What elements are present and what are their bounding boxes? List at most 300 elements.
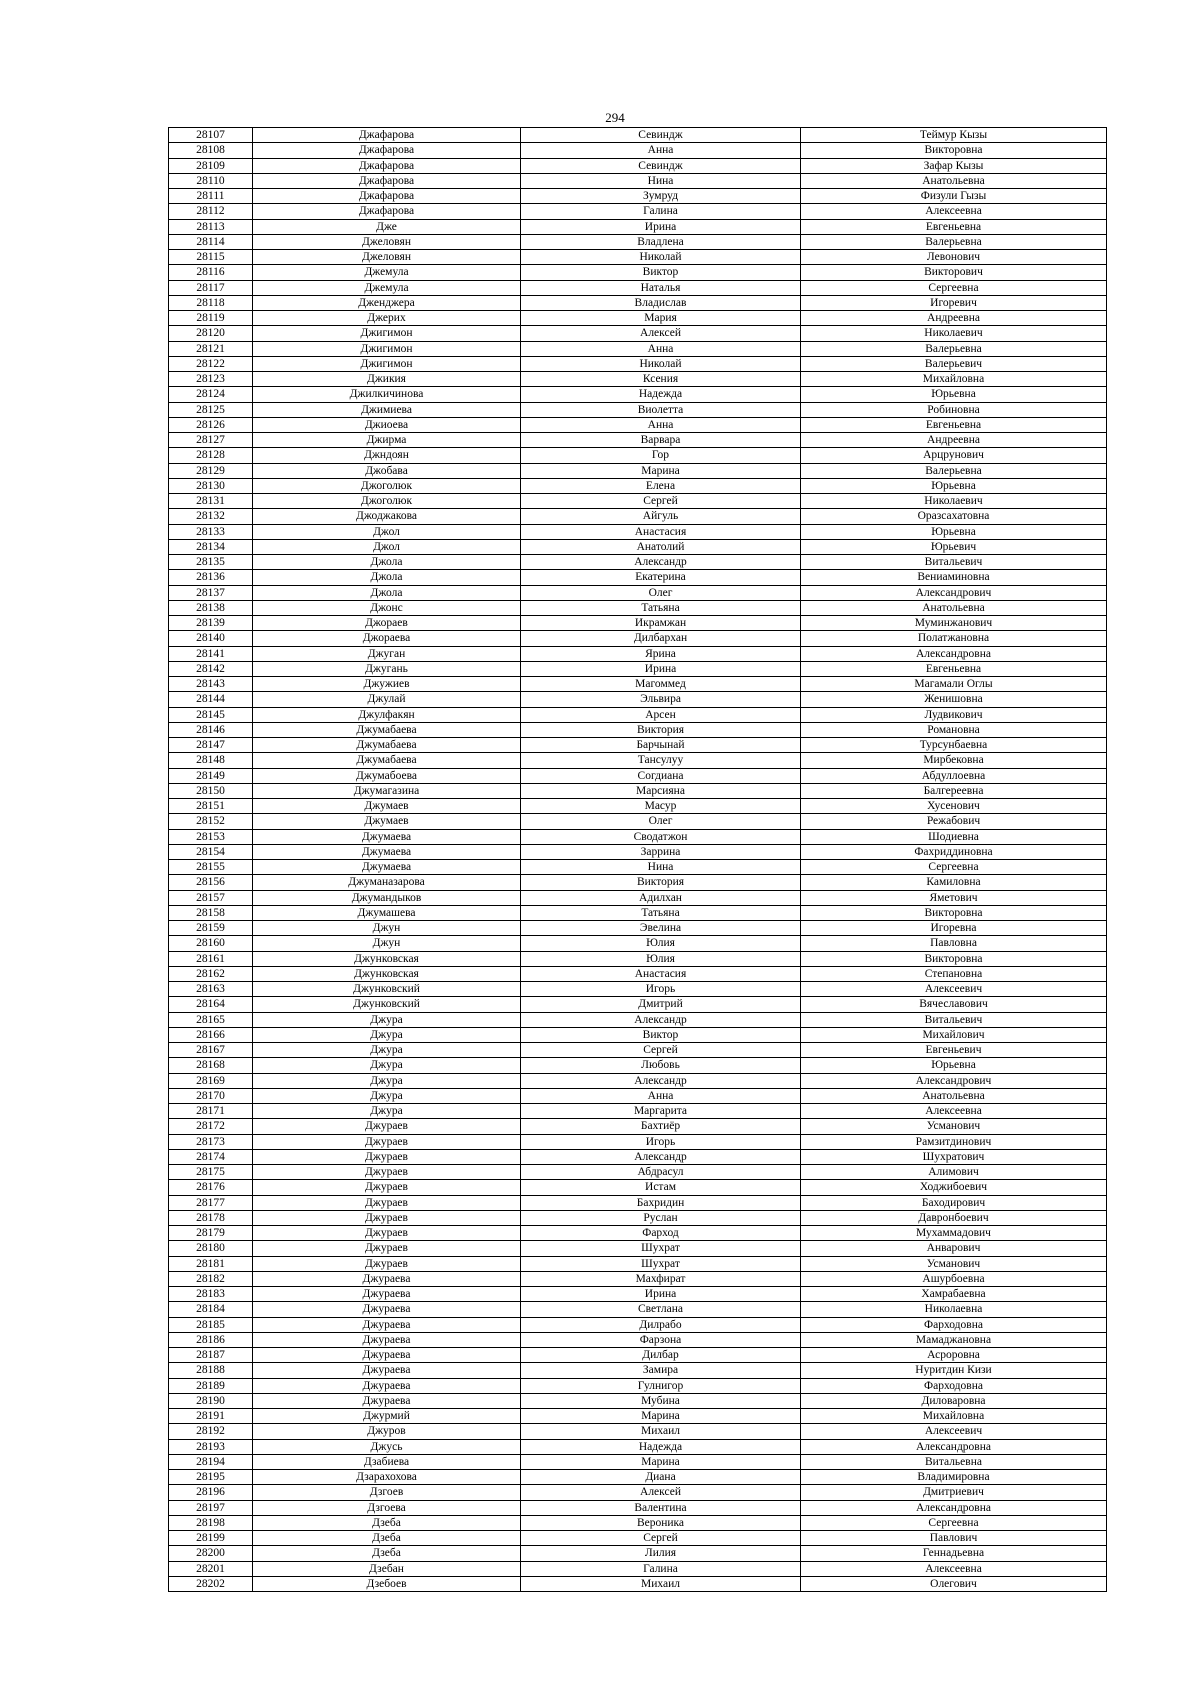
last-name-cell: Джафарова <box>253 189 521 204</box>
last-name-cell: Дже <box>253 219 521 234</box>
table-row <box>169 692 1107 707</box>
table-row <box>169 936 1107 951</box>
patronymic-cell: Витальевна <box>801 1454 1107 1469</box>
record-number-cell: 28124 <box>169 387 253 402</box>
table-row <box>169 311 1107 326</box>
patronymic-cell: Михайлович <box>801 1027 1107 1042</box>
first-name-cell: Айгуль <box>521 509 801 524</box>
first-name-cell: Ирина <box>521 219 801 234</box>
table-row <box>169 295 1107 310</box>
patronymic-cell: Хамрабаевна <box>801 1287 1107 1302</box>
patronymic-cell: Игоревич <box>801 295 1107 310</box>
first-name-cell: Любовь <box>521 1058 801 1073</box>
first-name-cell: Тансулуу <box>521 753 801 768</box>
table-row <box>169 783 1107 798</box>
record-number-cell: 28187 <box>169 1348 253 1363</box>
record-number-cell: 28200 <box>169 1546 253 1561</box>
last-name-cell: Джураев <box>253 1180 521 1195</box>
first-name-cell: Шухрат <box>521 1241 801 1256</box>
first-name-cell: Ярина <box>521 646 801 661</box>
last-name-cell: Джумандыков <box>253 890 521 905</box>
last-name-cell: Джемула <box>253 265 521 280</box>
patronymic-cell: Алексеевич <box>801 982 1107 997</box>
registry-rows <box>169 128 1107 1592</box>
first-name-cell: Валентина <box>521 1500 801 1515</box>
first-name-cell: Николай <box>521 250 801 265</box>
first-name-cell: Анна <box>521 417 801 432</box>
record-number-cell: 28188 <box>169 1363 253 1378</box>
record-number-cell: 28130 <box>169 478 253 493</box>
patronymic-cell: Евгеньевна <box>801 219 1107 234</box>
first-name-cell: Шухрат <box>521 1256 801 1271</box>
first-name-cell: Сводатжон <box>521 829 801 844</box>
first-name-cell: Эльвира <box>521 692 801 707</box>
first-name-cell: Игорь <box>521 982 801 997</box>
first-name-cell: Александр <box>521 1073 801 1088</box>
table-row <box>169 631 1107 646</box>
table-row <box>169 234 1107 249</box>
record-number-cell: 28140 <box>169 631 253 646</box>
patronymic-cell: Юрьевна <box>801 1058 1107 1073</box>
table-row <box>169 829 1107 844</box>
table-row <box>169 326 1107 341</box>
patronymic-cell: Усманович <box>801 1119 1107 1134</box>
table-row <box>169 814 1107 829</box>
record-number-cell: 28139 <box>169 616 253 631</box>
record-number-cell: 28191 <box>169 1409 253 1424</box>
table-row <box>169 616 1107 631</box>
record-number-cell: 28158 <box>169 905 253 920</box>
first-name-cell: Нина <box>521 173 801 188</box>
table-row <box>169 219 1107 234</box>
last-name-cell: Джуманазарова <box>253 875 521 890</box>
last-name-cell: Джораева <box>253 631 521 646</box>
record-number-cell: 28162 <box>169 966 253 981</box>
table-row <box>169 524 1107 539</box>
last-name-cell: Джикия <box>253 372 521 387</box>
last-name-cell: Джумаев <box>253 799 521 814</box>
last-name-cell: Джураева <box>253 1378 521 1393</box>
first-name-cell: Анатолий <box>521 539 801 554</box>
patronymic-cell: Геннадьевна <box>801 1546 1107 1561</box>
patronymic-cell: Андреевна <box>801 311 1107 326</box>
patronymic-cell: Александрович <box>801 1073 1107 1088</box>
patronymic-cell: Женишовна <box>801 692 1107 707</box>
first-name-cell: Александр <box>521 555 801 570</box>
record-number-cell: 28170 <box>169 1088 253 1103</box>
record-number-cell: 28169 <box>169 1073 253 1088</box>
first-name-cell: Ирина <box>521 1287 801 1302</box>
table-row <box>169 1378 1107 1393</box>
last-name-cell: Джураев <box>253 1165 521 1180</box>
patronymic-cell: Витальевич <box>801 1012 1107 1027</box>
patronymic-cell: Абдуллоевна <box>801 768 1107 783</box>
last-name-cell: Джола <box>253 585 521 600</box>
last-name-cell: Джура <box>253 1027 521 1042</box>
last-name-cell: Джоголюк <box>253 478 521 493</box>
last-name-cell: Джугань <box>253 661 521 676</box>
patronymic-cell: Анатольевна <box>801 1088 1107 1103</box>
patronymic-cell: Николаевич <box>801 326 1107 341</box>
first-name-cell: Севиндж <box>521 128 801 143</box>
patronymic-cell: Фарходовна <box>801 1378 1107 1393</box>
first-name-cell: Ксения <box>521 372 801 387</box>
patronymic-cell: Евгеньевна <box>801 417 1107 432</box>
record-number-cell: 28110 <box>169 173 253 188</box>
record-number-cell: 28145 <box>169 707 253 722</box>
last-name-cell: Джол <box>253 524 521 539</box>
record-number-cell: 28183 <box>169 1287 253 1302</box>
record-number-cell: 28160 <box>169 936 253 951</box>
table-row <box>169 387 1107 402</box>
record-number-cell: 28119 <box>169 311 253 326</box>
table-row <box>169 1119 1107 1134</box>
record-number-cell: 28151 <box>169 799 253 814</box>
table-row <box>169 1470 1107 1485</box>
patronymic-cell: Николаевна <box>801 1302 1107 1317</box>
patronymic-cell: Оразсахатовна <box>801 509 1107 524</box>
table-row <box>169 1195 1107 1210</box>
last-name-cell: Джигимон <box>253 326 521 341</box>
first-name-cell: Заррина <box>521 844 801 859</box>
record-number-cell: 28164 <box>169 997 253 1012</box>
patronymic-cell: Евгеньевна <box>801 661 1107 676</box>
first-name-cell: Анна <box>521 341 801 356</box>
table-row <box>169 539 1107 554</box>
table-row <box>169 1271 1107 1286</box>
record-number-cell: 28184 <box>169 1302 253 1317</box>
patronymic-cell: Яметович <box>801 890 1107 905</box>
record-number-cell: 28138 <box>169 600 253 615</box>
table-row <box>169 265 1107 280</box>
record-number-cell: 28135 <box>169 555 253 570</box>
first-name-cell: Вероника <box>521 1515 801 1530</box>
table-row <box>169 1546 1107 1561</box>
table-row <box>169 1073 1107 1088</box>
first-name-cell: Александр <box>521 1149 801 1164</box>
last-name-cell: Джумаева <box>253 844 521 859</box>
last-name-cell: Джурмий <box>253 1409 521 1424</box>
record-number-cell: 28154 <box>169 844 253 859</box>
last-name-cell: Джуган <box>253 646 521 661</box>
last-name-cell: Джусь <box>253 1439 521 1454</box>
table-row <box>169 1531 1107 1546</box>
first-name-cell: Виктория <box>521 722 801 737</box>
last-name-cell: Дзабиева <box>253 1454 521 1469</box>
patronymic-cell: Алимович <box>801 1165 1107 1180</box>
patronymic-cell: Романовна <box>801 722 1107 737</box>
patronymic-cell: Лудвикович <box>801 707 1107 722</box>
patronymic-cell: Алексеевна <box>801 1561 1107 1576</box>
patronymic-cell: Анатольевна <box>801 173 1107 188</box>
record-number-cell: 28186 <box>169 1332 253 1347</box>
last-name-cell: Джураева <box>253 1317 521 1332</box>
patronymic-cell: Шухратович <box>801 1149 1107 1164</box>
page-number: 294 <box>605 110 625 125</box>
table-row <box>169 1165 1107 1180</box>
first-name-cell: Истам <box>521 1180 801 1195</box>
last-name-cell: Джумабаева <box>253 738 521 753</box>
last-name-cell: Джимиева <box>253 402 521 417</box>
last-name-cell: Дзгоева <box>253 1500 521 1515</box>
first-name-cell: Алексей <box>521 1485 801 1500</box>
last-name-cell: Дзгоев <box>253 1485 521 1500</box>
first-name-cell: Икрамжан <box>521 616 801 631</box>
last-name-cell: Джафарова <box>253 158 521 173</box>
last-name-cell: Джумаев <box>253 814 521 829</box>
table-row <box>169 661 1107 676</box>
first-name-cell: Дилбархан <box>521 631 801 646</box>
record-number-cell: 28143 <box>169 677 253 692</box>
last-name-cell: Джураев <box>253 1210 521 1225</box>
first-name-cell: Владлена <box>521 234 801 249</box>
last-name-cell: Джулфакян <box>253 707 521 722</box>
record-number-cell: 28126 <box>169 417 253 432</box>
patronymic-cell: Камиловна <box>801 875 1107 890</box>
record-number-cell: 28173 <box>169 1134 253 1149</box>
patronymic-cell: Мирбековна <box>801 753 1107 768</box>
table-row <box>169 280 1107 295</box>
patronymic-cell: Теймур Кызы <box>801 128 1107 143</box>
first-name-cell: Юлия <box>521 936 801 951</box>
patronymic-cell: Физули Гызы <box>801 189 1107 204</box>
first-name-cell: Олег <box>521 814 801 829</box>
record-number-cell: 28152 <box>169 814 253 829</box>
record-number-cell: 28118 <box>169 295 253 310</box>
last-name-cell: Джафарова <box>253 143 521 158</box>
last-name-cell: Джумаева <box>253 829 521 844</box>
table-row <box>169 478 1107 493</box>
record-number-cell: 28176 <box>169 1180 253 1195</box>
last-name-cell: Джигимон <box>253 341 521 356</box>
first-name-cell: Галина <box>521 1561 801 1576</box>
last-name-cell: Джураев <box>253 1256 521 1271</box>
first-name-cell: Маргарита <box>521 1104 801 1119</box>
record-number-cell: 28196 <box>169 1485 253 1500</box>
last-name-cell: Джураева <box>253 1363 521 1378</box>
first-name-cell: Светлана <box>521 1302 801 1317</box>
first-name-cell: Виктор <box>521 265 801 280</box>
last-name-cell: Дзебан <box>253 1561 521 1576</box>
table-row <box>169 402 1107 417</box>
last-name-cell: Джерих <box>253 311 521 326</box>
record-number-cell: 28133 <box>169 524 253 539</box>
table-row <box>169 1287 1107 1302</box>
patronymic-cell: Турсунбаевна <box>801 738 1107 753</box>
last-name-cell: Джураева <box>253 1393 521 1408</box>
first-name-cell: Юлия <box>521 951 801 966</box>
table-row <box>169 890 1107 905</box>
patronymic-cell: Валерьевна <box>801 463 1107 478</box>
record-number-cell: 28148 <box>169 753 253 768</box>
patronymic-cell: Евгеньевич <box>801 1043 1107 1058</box>
first-name-cell: Магоммед <box>521 677 801 692</box>
last-name-cell: Джураева <box>253 1271 521 1286</box>
first-name-cell: Сергей <box>521 1531 801 1546</box>
first-name-cell: Варвара <box>521 433 801 448</box>
record-number-cell: 28168 <box>169 1058 253 1073</box>
table-row <box>169 1332 1107 1347</box>
record-number-cell: 28150 <box>169 783 253 798</box>
record-number-cell: 28112 <box>169 204 253 219</box>
record-number-cell: 28149 <box>169 768 253 783</box>
record-number-cell: 28198 <box>169 1515 253 1530</box>
first-name-cell: Анна <box>521 143 801 158</box>
last-name-cell: Джораев <box>253 616 521 631</box>
table-row <box>169 448 1107 463</box>
record-number-cell: 28175 <box>169 1165 253 1180</box>
last-name-cell: Джола <box>253 570 521 585</box>
record-number-cell: 28129 <box>169 463 253 478</box>
patronymic-cell: Мухаммадович <box>801 1226 1107 1241</box>
table-row <box>169 1149 1107 1164</box>
table-row <box>169 128 1107 143</box>
patronymic-cell: Давронбоевич <box>801 1210 1107 1225</box>
first-name-cell: Сергей <box>521 494 801 509</box>
table-row <box>169 646 1107 661</box>
patronymic-cell: Зафар Кызы <box>801 158 1107 173</box>
first-name-cell: Николай <box>521 356 801 371</box>
record-number-cell: 28199 <box>169 1531 253 1546</box>
patronymic-cell: Михайловна <box>801 372 1107 387</box>
first-name-cell: Бахтиёр <box>521 1119 801 1134</box>
last-name-cell: Джафарова <box>253 173 521 188</box>
last-name-cell: Джунковский <box>253 982 521 997</box>
record-number-cell: 28190 <box>169 1393 253 1408</box>
first-name-cell: Виолетта <box>521 402 801 417</box>
first-name-cell: Олег <box>521 585 801 600</box>
last-name-cell: Джирма <box>253 433 521 448</box>
patronymic-cell: Александровна <box>801 646 1107 661</box>
table-row <box>169 1424 1107 1439</box>
table-row <box>169 1226 1107 1241</box>
patronymic-cell: Вячеславович <box>801 997 1107 1012</box>
last-name-cell: Джураев <box>253 1241 521 1256</box>
last-name-cell: Джоголюк <box>253 494 521 509</box>
last-name-cell: Джобава <box>253 463 521 478</box>
table-row <box>169 555 1107 570</box>
table-row <box>169 1348 1107 1363</box>
last-name-cell: Джеловян <box>253 250 521 265</box>
table-row <box>169 509 1107 524</box>
table-row <box>169 982 1107 997</box>
first-name-cell: Адилхан <box>521 890 801 905</box>
record-number-cell: 28114 <box>169 234 253 249</box>
record-number-cell: 28189 <box>169 1378 253 1393</box>
table-row <box>169 463 1107 478</box>
last-name-cell: Джулай <box>253 692 521 707</box>
record-number-cell: 28132 <box>169 509 253 524</box>
first-name-cell: Игорь <box>521 1134 801 1149</box>
record-number-cell: 28177 <box>169 1195 253 1210</box>
table-row <box>169 844 1107 859</box>
patronymic-cell: Асроровна <box>801 1348 1107 1363</box>
patronymic-cell: Диловаровна <box>801 1393 1107 1408</box>
last-name-cell: Джола <box>253 555 521 570</box>
last-name-cell: Джураева <box>253 1302 521 1317</box>
record-number-cell: 28123 <box>169 372 253 387</box>
first-name-cell: Владислав <box>521 295 801 310</box>
last-name-cell: Джураев <box>253 1149 521 1164</box>
table-row <box>169 722 1107 737</box>
table-row <box>169 143 1107 158</box>
record-number-cell: 28144 <box>169 692 253 707</box>
first-name-cell: Лилия <box>521 1546 801 1561</box>
first-name-cell: Эвелина <box>521 921 801 936</box>
last-name-cell: Джиоева <box>253 417 521 432</box>
table-row <box>169 1012 1107 1027</box>
patronymic-cell: Анатольевна <box>801 600 1107 615</box>
first-name-cell: Алексей <box>521 326 801 341</box>
last-name-cell: Джол <box>253 539 521 554</box>
table-row <box>169 860 1107 875</box>
patronymic-cell: Валерьевна <box>801 341 1107 356</box>
record-number-cell: 28163 <box>169 982 253 997</box>
first-name-cell: Масур <box>521 799 801 814</box>
table-row <box>169 1500 1107 1515</box>
first-name-cell: Гулнигор <box>521 1378 801 1393</box>
patronymic-cell: Алексеевна <box>801 204 1107 219</box>
first-name-cell: Махфират <box>521 1271 801 1286</box>
record-number-cell: 28167 <box>169 1043 253 1058</box>
patronymic-cell: Игоревна <box>801 921 1107 936</box>
table-row <box>169 1058 1107 1073</box>
first-name-cell: Дилбар <box>521 1348 801 1363</box>
patronymic-cell: Михайловна <box>801 1409 1107 1424</box>
record-number-cell: 28179 <box>169 1226 253 1241</box>
patronymic-cell: Юрьевна <box>801 524 1107 539</box>
table-row <box>169 677 1107 692</box>
record-number-cell: 28141 <box>169 646 253 661</box>
table-row <box>169 1027 1107 1042</box>
record-number-cell: 28128 <box>169 448 253 463</box>
table-row <box>169 707 1107 722</box>
patronymic-cell: Сергеевна <box>801 280 1107 295</box>
first-name-cell: Барчынай <box>521 738 801 753</box>
patronymic-cell: Юрьевна <box>801 387 1107 402</box>
first-name-cell: Галина <box>521 204 801 219</box>
record-number-cell: 28131 <box>169 494 253 509</box>
record-number-cell: 28122 <box>169 356 253 371</box>
table-row <box>169 966 1107 981</box>
record-number-cell: 28182 <box>169 1271 253 1286</box>
table-row <box>169 1134 1107 1149</box>
first-name-cell: Анастасия <box>521 524 801 539</box>
patronymic-cell: Павловна <box>801 936 1107 951</box>
table-row <box>169 753 1107 768</box>
table-row <box>169 417 1107 432</box>
first-name-cell: Татьяна <box>521 905 801 920</box>
last-name-cell: Джунковский <box>253 997 521 1012</box>
last-name-cell: Джужиев <box>253 677 521 692</box>
first-name-cell: Екатерина <box>521 570 801 585</box>
patronymic-cell: Сергеевна <box>801 1515 1107 1530</box>
first-name-cell: Марина <box>521 463 801 478</box>
last-name-cell: Джемула <box>253 280 521 295</box>
first-name-cell: Надежда <box>521 1439 801 1454</box>
patronymic-cell: Ходжибоевич <box>801 1180 1107 1195</box>
record-number-cell: 28202 <box>169 1576 253 1591</box>
table-row <box>169 1561 1107 1576</box>
patronymic-cell: Витальевич <box>801 555 1107 570</box>
last-name-cell: Джураев <box>253 1119 521 1134</box>
record-number-cell: 28117 <box>169 280 253 295</box>
first-name-cell: Фарзона <box>521 1332 801 1347</box>
patronymic-cell: Мамаджановна <box>801 1332 1107 1347</box>
record-number-cell: 28120 <box>169 326 253 341</box>
patronymic-cell: Юрьевна <box>801 478 1107 493</box>
first-name-cell: Марина <box>521 1454 801 1469</box>
